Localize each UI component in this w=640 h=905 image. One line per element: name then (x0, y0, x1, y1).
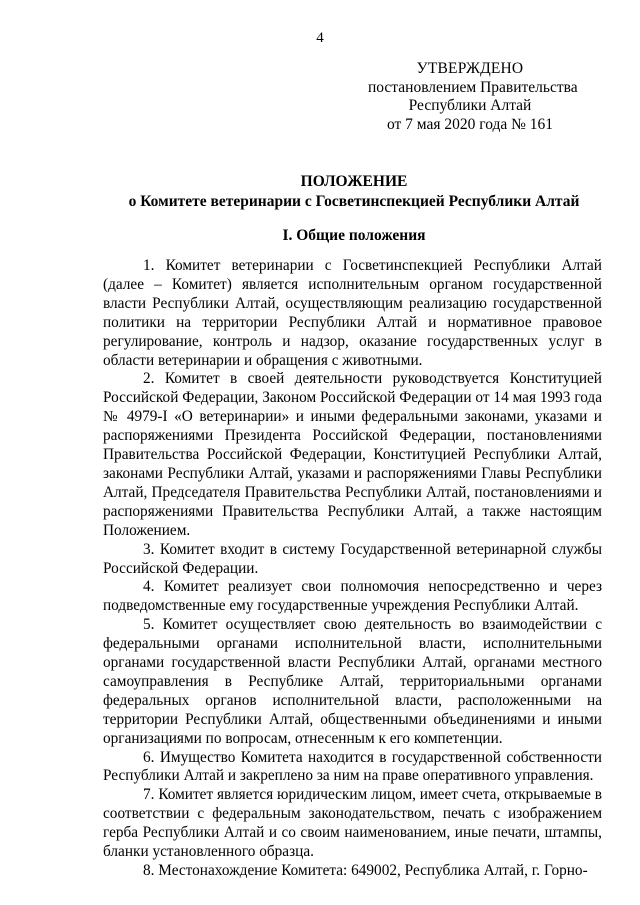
paragraph-2: 2. Комитет в своей деятельности руководствуется Конституцией Российской Федерации, Законом Российской Федерации от 14 мая 1993 года № 4979-I «О ветеринарии» и иными федеральными законами, указами и распоряжениями Президента Российской Федерации, постановлениями Правительства Российской Федерации, Конституцией Республики Алтай, законами Республики Алтай, указами и распоряжениями Главы Республики Алтай, Председателя Правительства Республики Алтай, постановлениями и распоряжениями Правительства Республики Алтай, а также настоящим Положением. (103, 370, 602, 539)
approval-line-2: Республики Алтай (408, 97, 532, 114)
document-body (103, 257, 602, 881)
approval-line-3: от 7 мая 2020 года № 161 (386, 115, 554, 133)
paragraph-8: 8. Местонахождение Комитета: 649002, Республика Алтай, г. Горно- (143, 862, 588, 879)
document-heading: ПОЛОЖЕНИЕ (300, 173, 408, 190)
page-number: 4 (316, 30, 324, 46)
document-title (98, 172, 610, 212)
paragraph-1: 1. Комитет ветеринарии с Госветинспекцией Республики Алтай (далее – Комитет) является исполнительным органом государственной власти Республики Алтай, осуществляющим реализацию государственной политики на территории Республики Алтай и нормативное правовое регулирование, контроль и надзор, оказание государственных услуг в области ветеринарии и обращения с животными. (103, 257, 602, 369)
approval-stamp: УТВЕРЖДЕНО (416, 60, 524, 77)
section-heading: I. Общие положения (282, 227, 426, 244)
document-subheading: о Комитете ветеринарии с Госветинспекцией Республики Алтай (128, 193, 580, 210)
paragraph-4: 4. Комитет реализует свои полномочия непосредственно и через подведомственные ему государственные учреждения Республики Алтай. (103, 578, 602, 615)
paragraph-5: 5. Комитет осуществляет свою деятельность во взаимодействии с федеральными органами исполнительной власти, исполнительными органами государственной власти Республики Алтай, органами местного самоуправления в Республике Алтай, территориальными органами федеральных органов исполнительной власти, расположенными на территории Республики Алтай, общественными объединениями и иными организациями по вопросам, отнесенным к его компетенции. (103, 616, 602, 747)
approval-line-1: постановлением Правительства (368, 78, 578, 96)
paragraph-3: 3. Комитет входит в систему Государственной ветеринарной службы Российской Федерации. (103, 540, 602, 577)
approval-block (368, 60, 578, 134)
paragraph-6: 6. Имущество Комитета находится в государственной собственности Республики Алтай и закреплено за ним на праве оперативного управления. (103, 748, 602, 785)
paragraph-7: 7. Комитет является юридическим лицом, имеет счета, открываемые в соответствии с федеральным законодательством, печать с изображением герба Республики Алтай и со своим наименованием, иные печати, штампы, бланки установленного образца. (103, 786, 602, 861)
